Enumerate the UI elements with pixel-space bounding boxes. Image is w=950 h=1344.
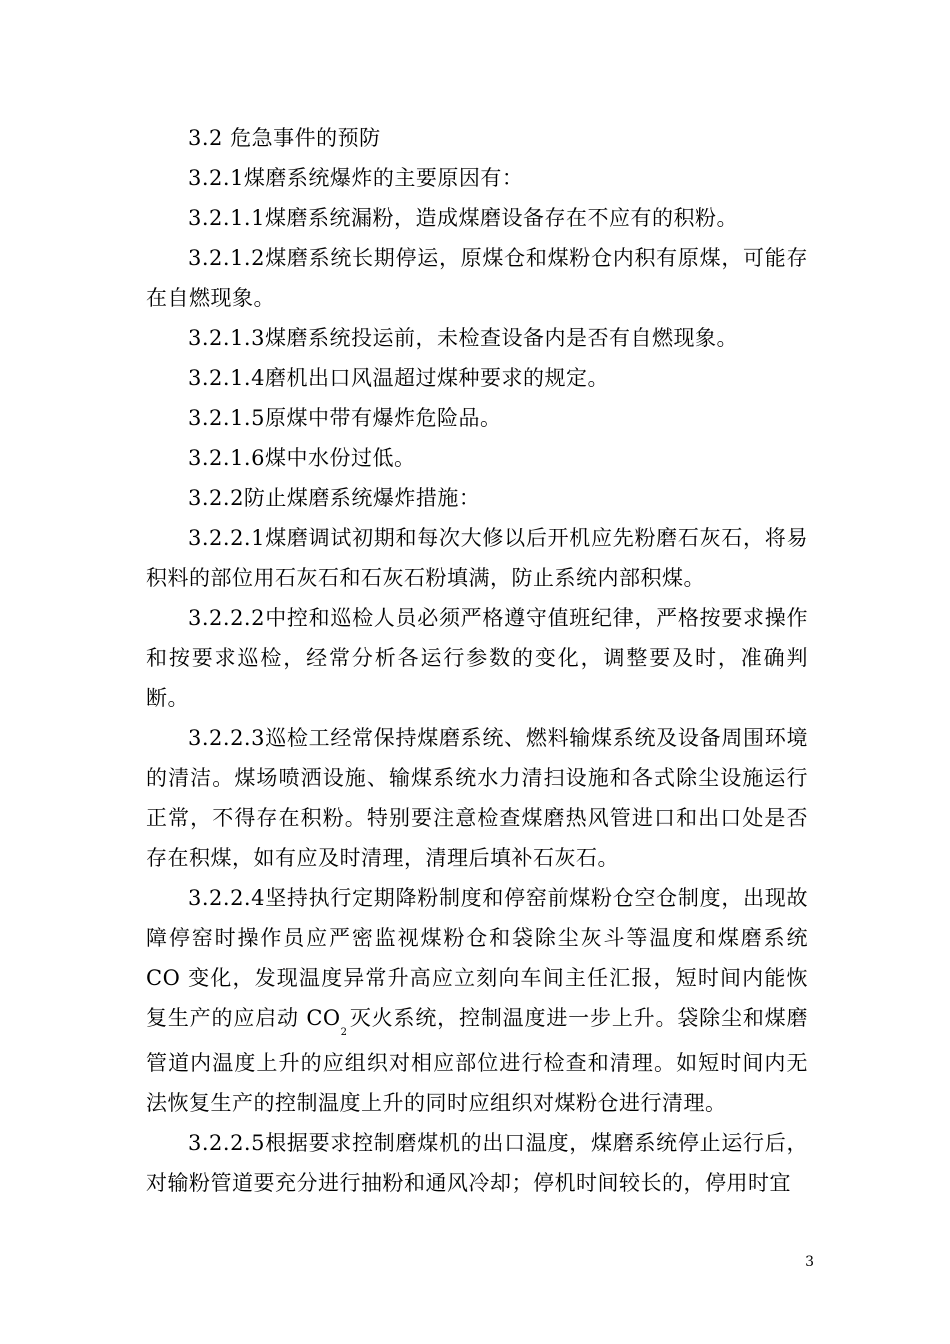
paragraph: 3.2.1.2煤磨系统长期停运，原煤仓和煤粉仓内积有原煤，可能存在自燃现象。 [146,246,808,310]
paragraph-co2 [146,878,808,1123]
paragraph: 3.2.1.1煤磨系统漏粉，造成煤磨设备存在不应有的积粉。 [188,206,738,230]
paragraph-co2-part1: 3.2.2.4坚持执行定期降粉制度和停窑前煤粉仓空仓制度，出现故障停窑时操作员应严密监视煤粉仓和袋除尘灰斗等温度和煤磨系统 CO 变化，发现温度异常升高应立刻向车间主任汇报，短时间内能恢复生产的应启动 CO [146,886,808,1030]
paragraph: 3.2.1煤磨系统爆炸的主要原因有： [188,166,524,190]
paragraph: 3.2.1.4磨机出口风温超过煤种要求的规定。 [188,366,609,390]
paragraph: 3.2.2防止煤磨系统爆炸措施： [188,486,481,510]
paragraph-co2-part2: 灭火系统，控制温度进一步上升。袋除尘和煤磨管道内温度上升的应组织对相应部位进行检查和清理。如短时间内无法恢复生产的控制温度上升的同时应组织对煤粉仓进行清理。 [146,1006,808,1115]
paragraph: 3.2.2.1煤磨调试初期和每次大修以后开机应先粉磨石灰石，将易积料的部位用石灰石和石灰石粉填满，防止系统内部积煤。 [146,526,808,590]
paragraph: 3.2.2.3巡检工经常保持煤磨系统、燃料输煤系统及设备周围环境的清洁。煤场喷洒设施、输煤系统水力清扫设施和各式除尘设施运行正常，不得存在积粉。特别要注意检查煤磨热风管进口和出口处是否存在积煤，如有应及时清理，清理后填补石灰石。 [146,726,808,870]
document-body [146,118,808,1203]
paragraph: 3.2.2.5根据要求控制磨煤机的出口温度，煤磨系统停止运行后，对输粉管道要充分进行抽粉和通风冷却；停机时间较长的，停用时宜 [146,1131,808,1195]
paragraph: 3.2.2.2中控和巡检人员必须严格遵守值班纪律，严格按要求操作和按要求巡检，经常分析各运行参数的变化，调整要及时，准确判断。 [146,606,808,710]
paragraph: 3.2.1.6煤中水份过低。 [188,446,416,470]
paragraph: 3.2.1.3煤磨系统投运前，未检查设备内是否有自燃现象。 [188,326,738,350]
page-number: 3 [805,1254,814,1270]
paragraph: 3.2.1.5原煤中带有爆炸危险品。 [188,406,502,430]
section-heading: 3.2 危急事件的预防 [188,126,381,150]
co2-subscript: 2 [340,1027,348,1038]
